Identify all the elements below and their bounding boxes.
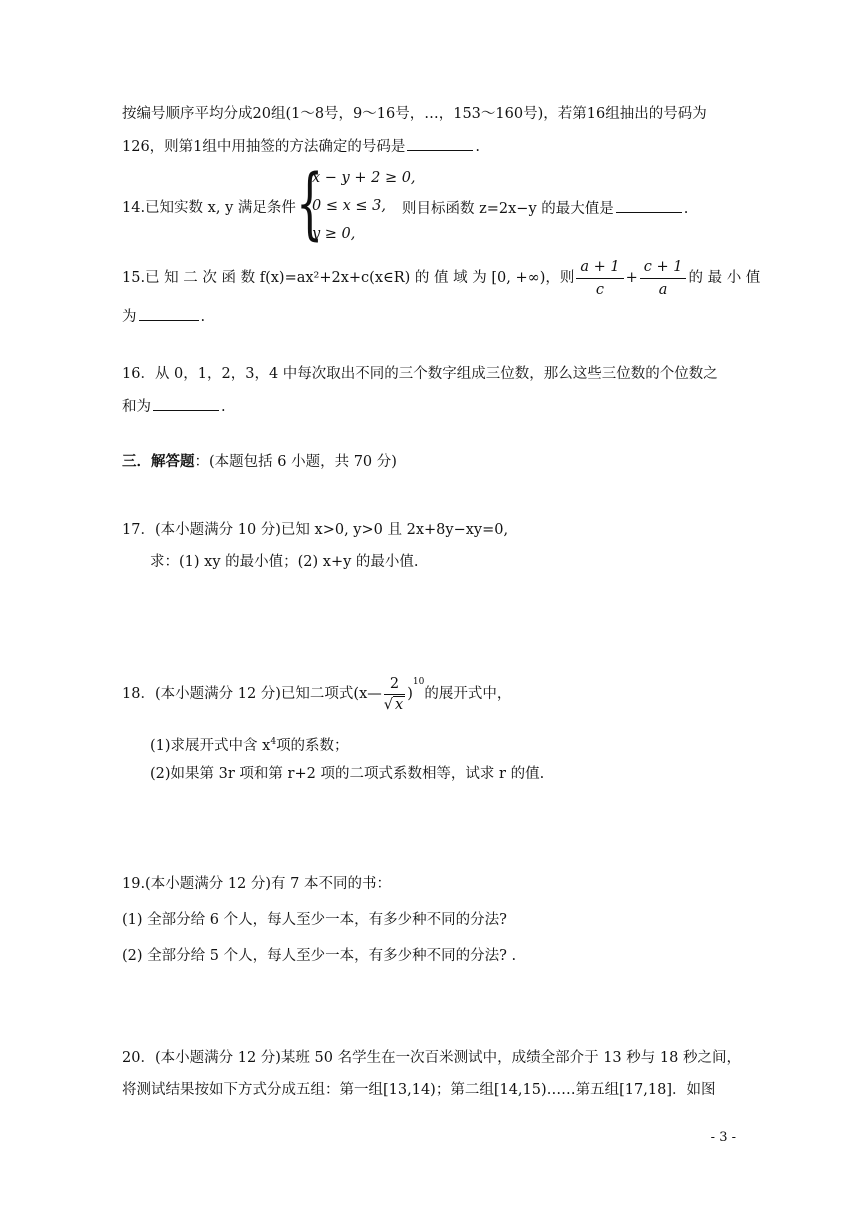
condition-1: x − y + 2 ≥ 0, bbox=[312, 170, 416, 186]
q20-line1: 20．(本小题满分 12 分)某班 50 名学生在一次百米测试中，成绩全部介于 13 秒与 18 秒之间， bbox=[122, 1050, 741, 1066]
fraction-c-plus-1-over-a: $\frac{c + 1}{a}$ bbox=[640, 256, 687, 301]
q13-line1: 按编号顺序平均分成20组(1～8号，9～16号，…，153～160号)，若第16组抽出的号码为 bbox=[122, 106, 707, 122]
q19-line1: 19.(本小题满分 12 分)有 7 本不同的书： bbox=[122, 876, 391, 892]
q18-item1: (1)求展开式中含 $x^4$项的系数； bbox=[150, 737, 349, 754]
q16-line1: 16．从 0，1，2，3，4 中每次取出不同的三个数字组成三位数，那么这些三位数的个位数之 bbox=[122, 366, 718, 382]
q14-suffix: 则目标函数 z=2x−y 的最大值是 . bbox=[402, 198, 688, 219]
fraction-2-over-sqrt-x: $\frac{2}{√ x}$ bbox=[383, 675, 404, 713]
q17-line1: 17．(本小题满分 10 分)已知 x>0, y>0 且 2x+8y−xy=0, bbox=[122, 522, 509, 538]
page-number: - 3 - bbox=[710, 1130, 736, 1145]
section-heading: 三．解答题：(本题包括 6 小题，共 70 分) bbox=[122, 453, 397, 470]
q19-item1: (1) 全部分给 6 个人，每人至少一本，有多少种不同的分法? bbox=[122, 912, 507, 928]
q20-line2: 将测试结果按如下方式分成五组：第一组[13,14)；第二组[14,15)……第五组[17,18]．如图 bbox=[122, 1082, 716, 1098]
answer-blank[interactable] bbox=[139, 306, 199, 321]
q13-line2: 126，则第1组中用抽签的方法确定的号码是 . bbox=[122, 136, 480, 157]
q14-prefix: 14.已知实数 x, y 满足条件 bbox=[122, 200, 296, 216]
q19-item2: (2) 全部分给 5 个人，每人至少一本，有多少种不同的分法? . bbox=[122, 948, 517, 964]
fraction-a-plus-1-over-c: $\frac{a + 1}{c}$ bbox=[576, 256, 623, 301]
q15-line2: 为 . bbox=[122, 306, 205, 327]
q17-line2: 求：(1) xy 的最小值；(2) x+y 的最小值. bbox=[150, 554, 419, 570]
left-brace: { bbox=[296, 159, 324, 249]
condition-2: 0 ≤ x ≤ 3, bbox=[312, 198, 386, 214]
q16-line2: 和为 . bbox=[122, 396, 226, 417]
q18-line1: 18．(本小题满分 12 分)已知二项式(x— $\frac{2}{√ x}$ ) 10 的展开式中， bbox=[122, 675, 512, 713]
answer-blank[interactable] bbox=[407, 136, 473, 151]
answer-blank[interactable] bbox=[153, 396, 219, 411]
answer-blank[interactable] bbox=[616, 198, 682, 213]
q18-item2: (2)如果第 3r 项和第 r+2 项的二项式系数相等，试求 r 的值. bbox=[150, 766, 545, 782]
q15-line1: 15.已 知 二 次 函 数 f(x)=ax²+2x+c(x∈R) 的 值 域 为 [0, +∞)，则 $\frac{a + 1}{c}$ + $\frac{c + 1}{a}$ 的 最 小 值 bbox=[122, 254, 760, 302]
condition-3: y ≥ 0, bbox=[312, 226, 356, 242]
